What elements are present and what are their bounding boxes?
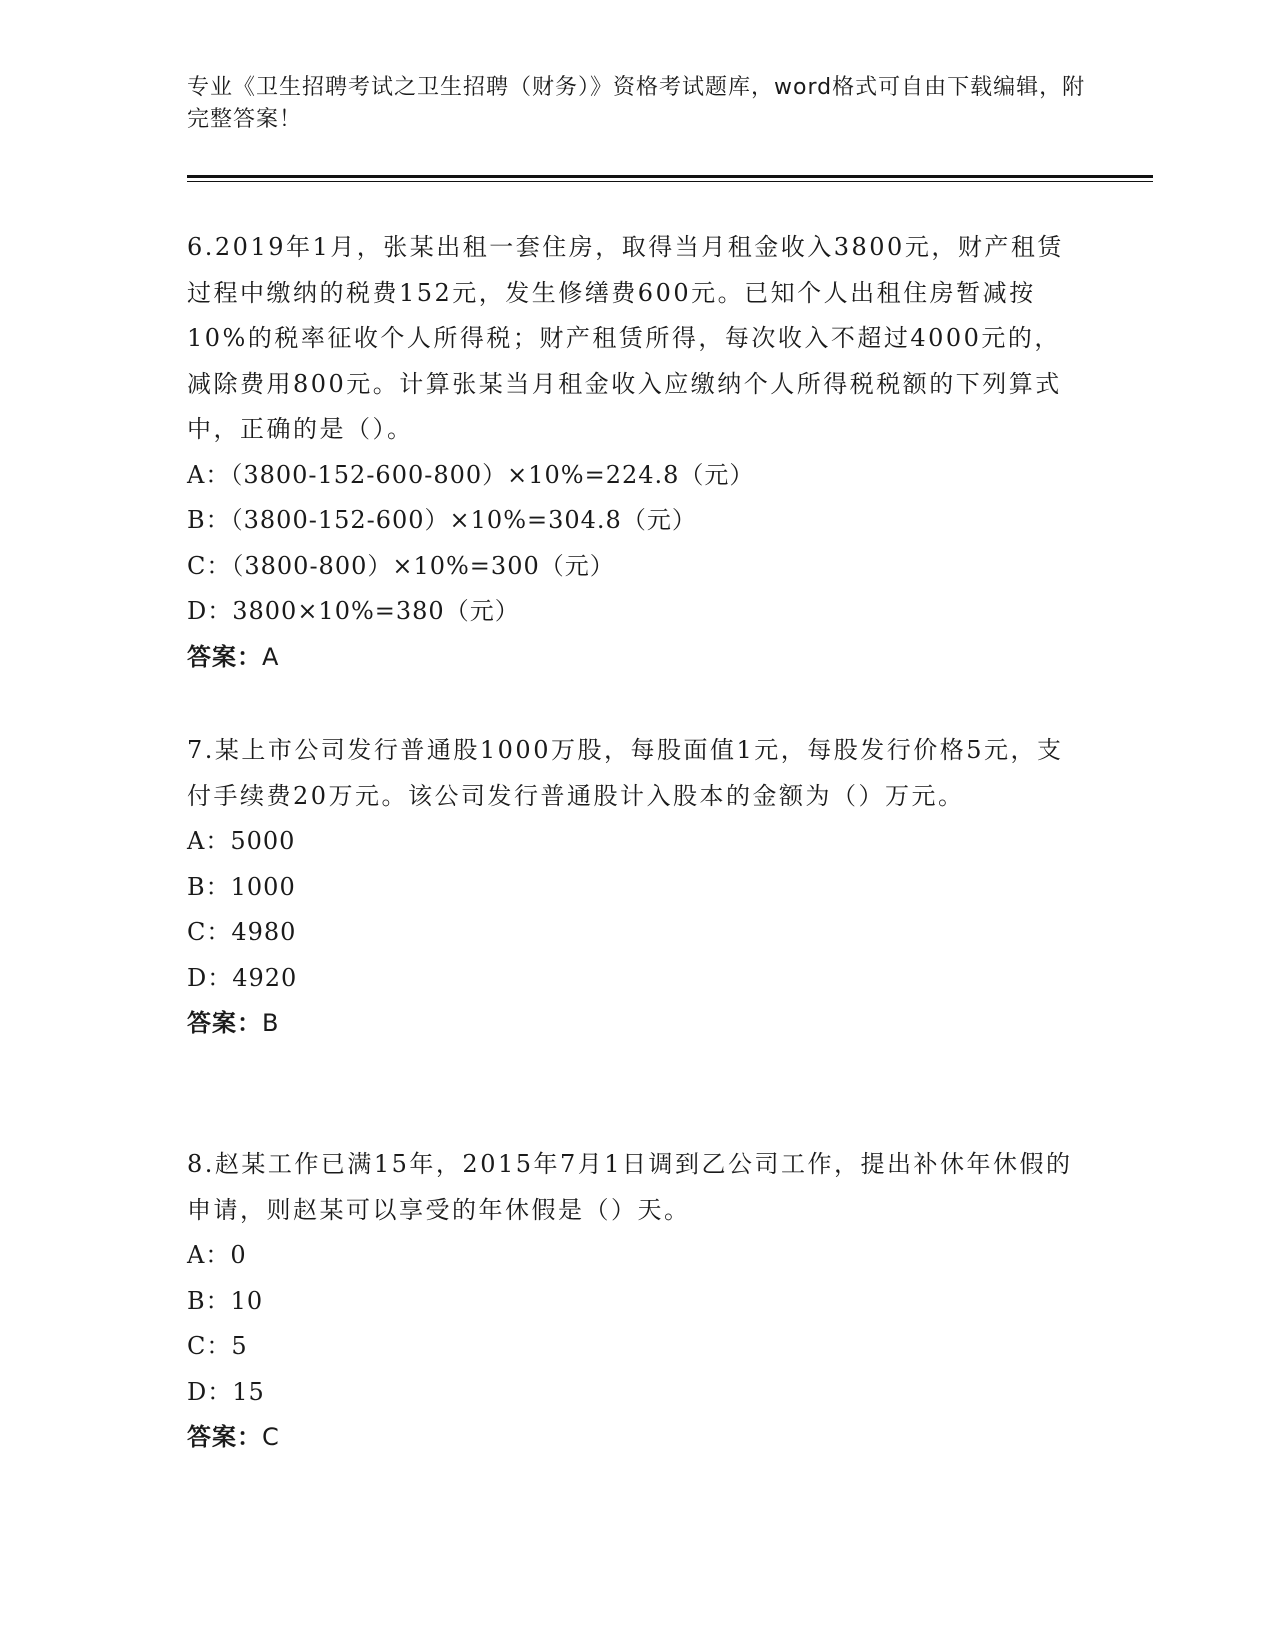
answer (187, 1415, 1087, 1461)
option-b: B：（3800-152-600）×10%=304.8（元） (187, 506, 697, 534)
option-a: A：5000 (187, 827, 296, 855)
answer-value: A (262, 642, 280, 671)
question-7 (187, 728, 1087, 1047)
answer-label: 答案： (187, 1009, 262, 1037)
option-d: D：15 (187, 1377, 265, 1406)
option-b: B：10 (187, 1286, 264, 1315)
question-6 (187, 225, 1087, 680)
question-text: 8.赵某工作已满15年，2015年7月1日调到乙公司工作，提出补休年休假的申请，则赵某可以享受的年休假是（）天。 (187, 1150, 1073, 1224)
answer-value: B (262, 1009, 280, 1037)
header-rule-thin (187, 181, 1153, 182)
answer-label: 答案： (187, 642, 262, 671)
answer (187, 635, 1087, 681)
document-header: 专业《卫生招聘考试之卫生招聘（财务）》资格考试题库，word格式可自由下载编辑，附完整答案！ (187, 75, 1086, 132)
option-a: A：（3800-152-600-800）×10%=224.8（元） (187, 460, 755, 489)
option-c: C：5 (187, 1332, 248, 1360)
header-rule-thick (187, 175, 1153, 178)
question-text: 7.某上市公司发行普通股1000万股，每股面值1元，每股发行价格5元，支付手续费20万元。该公司发行普通股计入股本的金额为（）万元。 (187, 736, 1064, 810)
option-c: C：（3800-800）×10%=300（元） (187, 551, 615, 580)
option-d: D：3800×10%=380（元） (187, 597, 520, 625)
option-b: B：1000 (187, 872, 296, 901)
answer (187, 1001, 1087, 1047)
question-text: 6.2019年1月，张某出租一套住房，取得当月租金收入3800元，财产租赁过程中缴纳的税费152元，发生修缮费600元。已知个人出租住房暂减按10%的税率征收个人所得税；财产租赁所得，每次收入不超过4000元的，减除费用800元。计算张某当月租金收入应缴纳个人所得税税额的下列算式中，正确的是（）。 (187, 233, 1064, 443)
answer-value: C (262, 1423, 280, 1451)
answer-label: 答案： (187, 1423, 262, 1451)
option-a: A：0 (187, 1241, 247, 1269)
option-d: D：4920 (187, 963, 298, 992)
question-8 (187, 1142, 1087, 1461)
option-c: C：4980 (187, 918, 297, 946)
